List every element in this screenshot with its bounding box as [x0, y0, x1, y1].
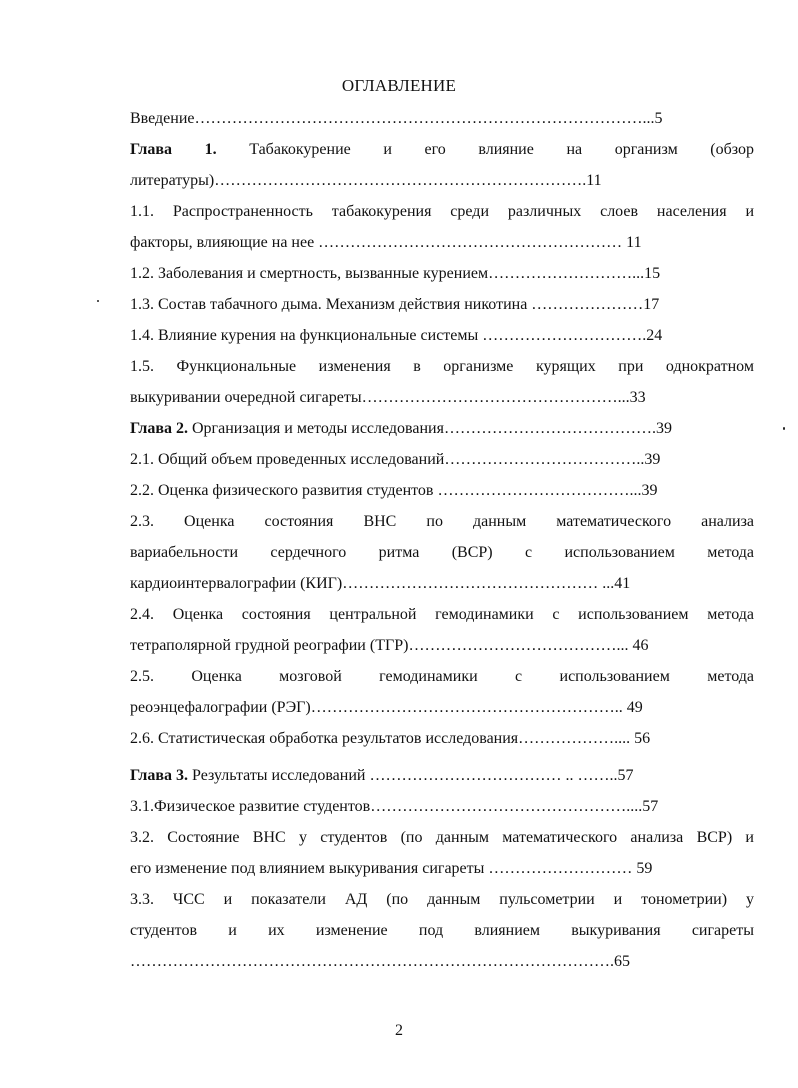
toc-entry-1-3: 1.3. Состав табачного дыма. Механизм действия никотина …………………17: [130, 296, 660, 313]
chapter-1-title: Табакокурение и его влияние на организм (обзор: [249, 141, 754, 158]
toc-entry-3-3-cont-2: ……………………………………………………………………………….65: [130, 953, 630, 970]
toc-entry-1-5: 1.5. Функциональные изменения в организме курящих при однократном: [130, 358, 754, 375]
toc-entry-2-3-cont: вариабельности сердечного ритма (ВСР) с использованием метода: [130, 544, 754, 561]
chapter-1-label: Глава 1.: [130, 141, 217, 158]
table-of-contents: [130, 103, 754, 977]
toc-entry-2-4-cont: тетраполярной грудной реографии (ТГР)…………………………………... 46: [130, 637, 649, 654]
toc-entry-2-5: 2.5. Оценка мозговой гемодинамики с использованием метода: [130, 668, 754, 685]
toc-entry-2-6: 2.6. Статистическая обработка результатов исследования……………….... 56: [130, 730, 651, 747]
toc-entry-3-2: 3.2. Состояние ВНС у студентов (по данным математического анализа ВСР) и: [130, 829, 754, 846]
toc-entry-2-4: 2.4. Оценка состояния центральной гемодинамики с использованием метода: [130, 606, 754, 623]
toc-entry-1-4: 1.4. Влияние курения на функциональные системы ………………………….24: [130, 327, 663, 344]
toc-entry-2-1: 2.1. Общий объем проведенных исследований………………………………..39: [130, 451, 661, 468]
toc-entry-1-1-cont: факторы, влияющие на нее ………………………………………………… 11: [130, 234, 642, 251]
toc-entry-3-3-cont: студентов и их изменение под влиянием выкуривания сигареты: [130, 922, 754, 939]
toc-entry-1-1: 1.1. Распространенность табакокурения среди различных слоев населения и: [130, 203, 754, 220]
toc-entry-intro: Введение…………………………………………………………………………...5: [130, 110, 663, 127]
toc-entry-1-5-cont: выкуривании очередной сигареты…………………………………………...33: [130, 389, 646, 406]
toc-entry-chapter-1-cont: литературы)…………………………………………………………….11: [130, 172, 602, 189]
toc-entry-chapter-1: [130, 134, 754, 165]
toc-entry-2-2: 2.2. Оценка физического развития студентов ………………………………...39: [130, 482, 658, 499]
toc-entry-chapter-2: [130, 413, 754, 444]
toc-entry-2-5-cont: реоэнцефалографии (РЭГ)………………………………………………….. 49: [130, 699, 643, 716]
chapter-3-title: Результаты исследований ……………………………… .. ……..57: [192, 767, 634, 784]
chapter-2-label: Глава 2.: [130, 420, 188, 437]
chapter-2-title: Организация и методы исследования………………………………….39: [192, 420, 672, 437]
toc-entry-2-3: 2.3. Оценка состояния ВНС по данным математического анализа: [130, 513, 754, 530]
toc-entry-1-2: 1.2. Заболевания и смертность, вызванные курением………………………...15: [130, 265, 661, 282]
toc-entry-3-2-cont: его изменение под влиянием выкуривания сигареты ……………………… 59: [130, 860, 653, 877]
toc-entry-chapter-3: [130, 760, 754, 791]
toc-entry-3-1: 3.1.Физическое развитие студентов…………………………………………....57: [130, 798, 659, 815]
scan-speck-right: [783, 427, 785, 430]
toc-entry-2-3-cont-2: кардиоинтервалографии (КИГ)………………………………………… ...41: [130, 575, 631, 592]
toc-entry-3-3: 3.3. ЧСС и показатели АД (по данным пульсометрии и тонометрии) у: [130, 891, 754, 908]
chapter-3-label: Глава 3.: [130, 767, 188, 784]
page-title: ОГЛАВЛЕНИЕ: [341, 76, 457, 95]
scan-speck-left: [97, 300, 99, 302]
page-number: 2: [395, 1022, 403, 1039]
